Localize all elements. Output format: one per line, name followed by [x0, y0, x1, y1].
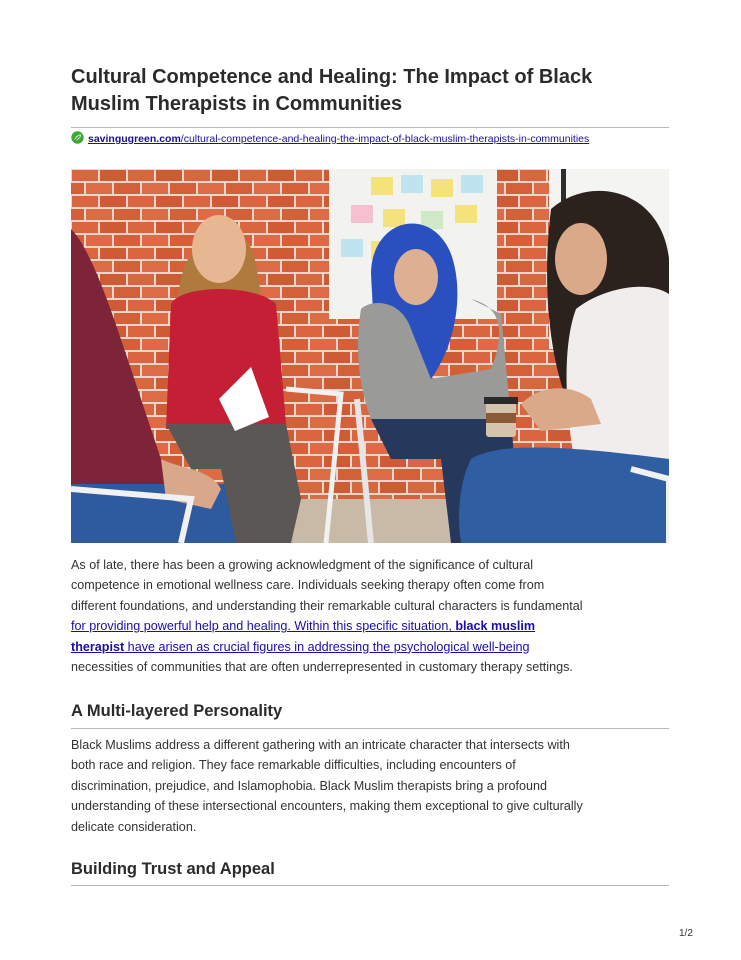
- body-line: delicate consideration.: [71, 819, 197, 834]
- group-therapy-image: [71, 169, 669, 543]
- intro-line: competence in emotional wellness care. Individuals seeking therapy often come from: [71, 578, 545, 593]
- intro-line: As of late, there has been a growing acknowledgment of the significance of cultural: [71, 558, 534, 572]
- leaf-icon: [71, 131, 84, 144]
- black-muslim-therapist-link[interactable]: [71, 619, 535, 653]
- page-number: 1/2: [679, 928, 693, 939]
- body-line: Black Muslims address a different gathering with an intricate character that intersects with: [71, 738, 570, 752]
- section-heading: A Multi-layered Personality: [71, 702, 283, 720]
- page-title: [71, 64, 669, 118]
- section-paragraph: [71, 735, 669, 837]
- title-divider: [71, 127, 669, 128]
- title-line-1: Cultural Competence and Healing: The Impact of Black: [71, 66, 593, 88]
- source-host: savingugreen.com: [88, 133, 181, 145]
- link-text: have arisen as crucial figures in addressing the psychological well-being: [124, 639, 530, 654]
- body-line: discrimination, prejudice, and Islamophobia. Black Muslim therapists bring a profound: [71, 778, 548, 793]
- source-link-row: [71, 131, 589, 145]
- intro-line: different foundations, and understanding their remarkable cultural characters is fundamental: [71, 598, 583, 613]
- title-line-2: Muslim Therapists in Communities: [71, 93, 403, 115]
- article-photo: [71, 169, 669, 543]
- link-text: for providing powerful help and healing. Within this specific situation,: [71, 619, 456, 634]
- link-keyword: therapist: [71, 639, 125, 654]
- section-heading: Building Trust and Appeal: [71, 860, 275, 878]
- intro-line: necessities of communities that are often underrepresented in customary therapy settings.: [71, 660, 573, 675]
- section-divider: [71, 728, 669, 729]
- body-line: understanding of these intersectional encounters, making them exceptional to give culturally: [71, 799, 583, 814]
- body-line: both race and religion. They face remarkable difficulties, including encounters of: [71, 758, 516, 773]
- source-url-link[interactable]: [88, 133, 589, 145]
- section-divider: [71, 885, 669, 886]
- intro-paragraph: [71, 555, 669, 677]
- source-path: /cultural-competence-and-healing-the-impact-of-black-muslim-therapists-in-communities: [180, 133, 590, 145]
- link-keyword: black muslim: [455, 619, 536, 634]
